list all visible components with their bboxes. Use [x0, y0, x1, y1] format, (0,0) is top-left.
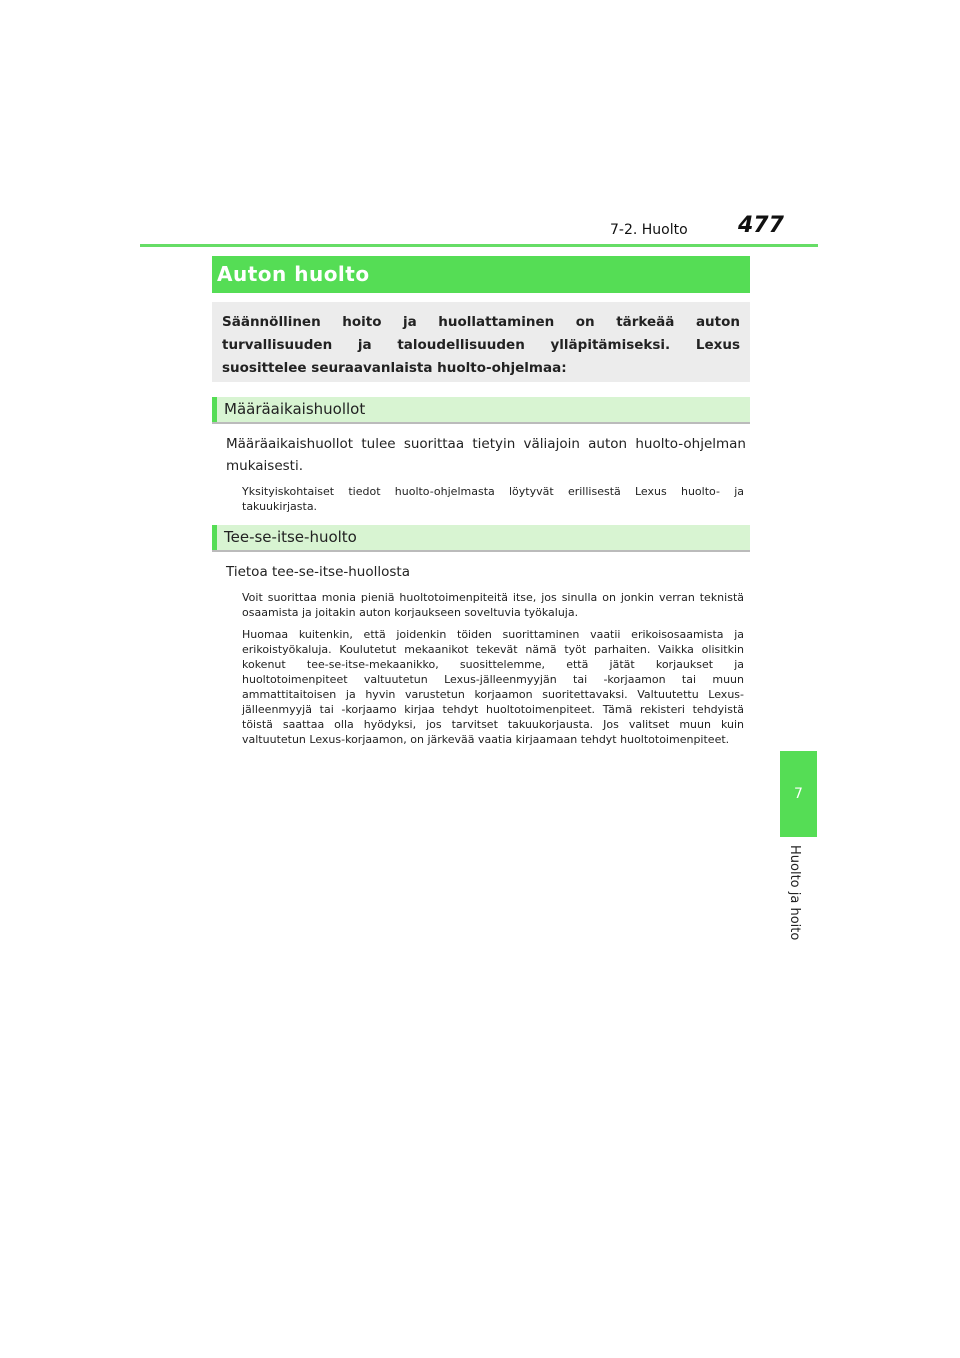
chapter-number: 7: [794, 786, 803, 802]
section-heading-text: Määräaikaishuollot: [224, 400, 366, 418]
diy-note-1: Voit suorittaa monia pieniä huoltotoimenpiteitä itse, jos sinulla on jonkin verran teknistä osaamista ja joitakin auton korjaukseen soveltuvia työkaluja.: [242, 591, 744, 619]
section-heading-diy: [212, 525, 750, 552]
diy-body: Tietoa tee-se-itse-huollosta: [226, 564, 410, 580]
header-section-title: 7-2. Huolto: [610, 222, 688, 238]
header-divider: [140, 244, 818, 247]
chapter-tab: [780, 751, 817, 837]
page-title: Auton huolto: [212, 256, 750, 293]
scheduled-note: Yksityiskohtaiset tiedot huolto-ohjelmasta löytyvät erillisestä Lexus huolto- ja takuukirjasta.: [242, 485, 744, 513]
scheduled-body: Määräaikaishuollot tulee suorittaa tietyin väliajoin auton huolto-ohjelman mukaisesti.: [226, 436, 746, 474]
section-heading-scheduled: [212, 397, 750, 424]
heading-accent-bar: [212, 525, 217, 550]
heading-accent-bar: [212, 397, 217, 422]
chapter-title: Huolto ja hoito: [787, 845, 802, 941]
intro-box: [212, 302, 750, 382]
page-number: 477: [738, 213, 784, 238]
diy-note-2: Huomaa kuitenkin, että joidenkin töiden suorittaminen vaatii erikoisosaamista ja erikoistyökaluja. Koulutetut mekaanikot tekevät nämä työt parhaiten. Vaikka olisitkin kokenut tee-se-itse-mekaanikko, suosittelemme, että jätät korjaukset ja huoltotoimenpiteet valtuutetun Lexus-jälleenmyyjän tai -korjaamon tai muun ammattitaitoisen ja hyvin varustetun korjaamon suoritettavaksi. Valtuutettu Lexus-jälleenmyyjä tai -korjaamo kirjaa tehdyt huoltotoimenpiteet. Tämä rekisteri tehdyistä töistä saattaa olla hyödyksi, jos tarvitset takuukorjausta. Jos valitset muun kuin valtuutetun Lexus-korjaamon, on järkevää vaatia kirjaamaan tehdyt huoltotoimenpiteet.: [242, 628, 744, 746]
intro-text: Säännöllinen hoito ja huollattaminen on tärkeää auton turvallisuuden ja taloudellisuuden ylläpitämiseksi. Lexus suosittelee seuraavanlaista huolto-ohjelmaa:: [222, 314, 740, 376]
section-heading-text: Tee-se-itse-huolto: [224, 528, 357, 546]
